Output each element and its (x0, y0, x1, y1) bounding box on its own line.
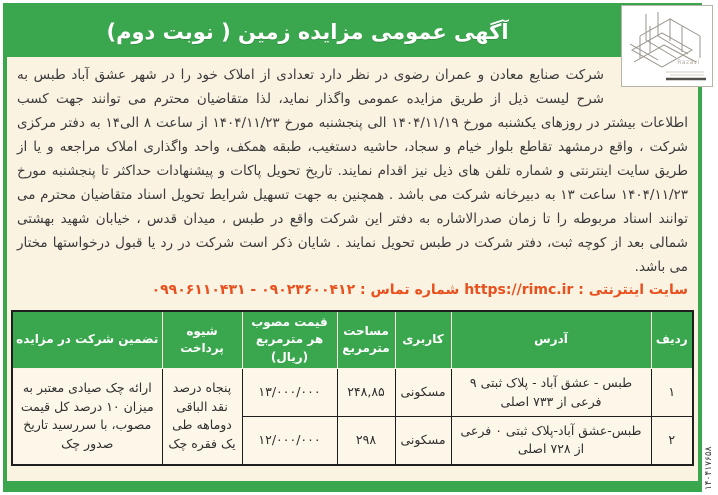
table-row (12, 369, 693, 417)
announcement-paragraph: شرکت صنایع معادن و عمران رضوی در نظر دارد تعدادی از املاک خود را در شهر عشق آباد طبس به شرح لیست ذیل از طریق مزایده عمومی واگذار نماید، لذا متقاضیان محترم می توانند جهت کسب اطلاعات بیشتر در روزهای یکشنبه مورخ ۱۴۰۴/۱۱/۱۹ الی پنجشنبه مورخ ۱۴۰۴/۱۱/۲۳ از ساعت ۸ الی۱۴ به دفتر مرکزی شرکت ، واقع درمشهد تقاطع بلوار خیام و سجاد، حاشیه دستغیب، طبقه همکف، واحد واگذاری املاک مراجعه و یا از طریق سایت اینترنتی و شماره تلفن های ذیل نیز اقدام نمایند. تاریخ تحویل پاکات و پیشنهادات حداکثر تا پنجشنبه مورخ ۱۴۰۴/۱۱/۲۳ ساعت ۱۳ به دبیرخانه شرکت می باشد . همچنین به جهت تسهیل شرایط تحویل اسناد متقاضیان محترم می توانند اسناد مربوطه را تا زمان صدرالاشاره به دفتر این شرکت واقع در طبس ، میدان قدس ، خیابان شهید بهشتی شمالی بعد از کوچه ثبت، دفتر شرکت در طبس تحویل نمایند . شایان ذکر است شرکت در رد یا قبول درخواستها مختار می باشد. (17, 67, 688, 275)
cell-address: طبس-عشق آباد-پلاک ثبتی ۰ فرعی از ۷۲۸ اصلی (451, 417, 651, 465)
cell-area: ۲۹۸ (337, 417, 395, 465)
cell-row-number: ۲ (651, 417, 693, 465)
phone-label: شماره تماس : (360, 282, 460, 298)
col-header-area: مساحت مترمربع (337, 311, 395, 369)
auction-table-wrap (11, 310, 694, 466)
page-title: آگهی عمومی مزایده زمین ( نوبت دوم) (106, 20, 509, 44)
logo-wordmark: Razavi (677, 59, 700, 66)
auction-table-body (12, 369, 693, 465)
company-logo (621, 5, 713, 87)
cell-guarantee: ارائه چک صیادی معتبر به میزان ۱۰ درصد کل قیمت مصوب، با سررسید تاریخ صدور چک (12, 369, 162, 465)
cell-price: ۱۳/۰۰۰/۰۰۰ (242, 369, 337, 417)
cell-payment-method: پنجاه درصد نقد الباقی دوماهه طی یک فقره چک (162, 369, 242, 465)
company-logo-icon (622, 6, 712, 86)
col-header-price: قیمت مصوب هر مترمربع (ریال) (242, 311, 337, 369)
header-row (12, 311, 693, 369)
phone-numbers: ۰۹۰۲۳۶۰۰۴۱۲ - ۰۹۹۰۶۱۱۰۴۳۱ (151, 282, 356, 298)
cell-price: ۱۲/۰۰۰/۰۰۰ (242, 417, 337, 465)
col-header-payment: شیوه پرداخت (162, 311, 242, 369)
website-link[interactable]: https://rimc.ir (464, 282, 574, 298)
auction-table (11, 310, 694, 466)
col-header-usage: کاربری (395, 311, 451, 369)
cell-row-number: ۱ (651, 369, 693, 417)
cell-address: طبس - عشق آباد - پلاک ثبتی ۹ فرعی از ۷۳۳ اصلی (451, 369, 651, 417)
announcement-text (17, 63, 688, 279)
col-header-guarantee: تضمین شرکت در مزایده (12, 311, 162, 369)
header (7, 7, 698, 57)
col-header-address: آدرس (451, 311, 651, 369)
contact-line (17, 282, 688, 298)
auction-table-header (12, 311, 693, 369)
cell-usage: مسکونی (395, 417, 451, 465)
website-label: سایت اینترنتی : (578, 282, 688, 298)
announcement-frame (3, 3, 702, 492)
col-header-row-number: ردیف (651, 311, 693, 369)
registration-code: ۱۴۰۴۱۷۶۵۸ (704, 446, 714, 490)
cell-area: ۲۴۸,۸۵ (337, 369, 395, 417)
cell-usage: مسکونی (395, 369, 451, 417)
